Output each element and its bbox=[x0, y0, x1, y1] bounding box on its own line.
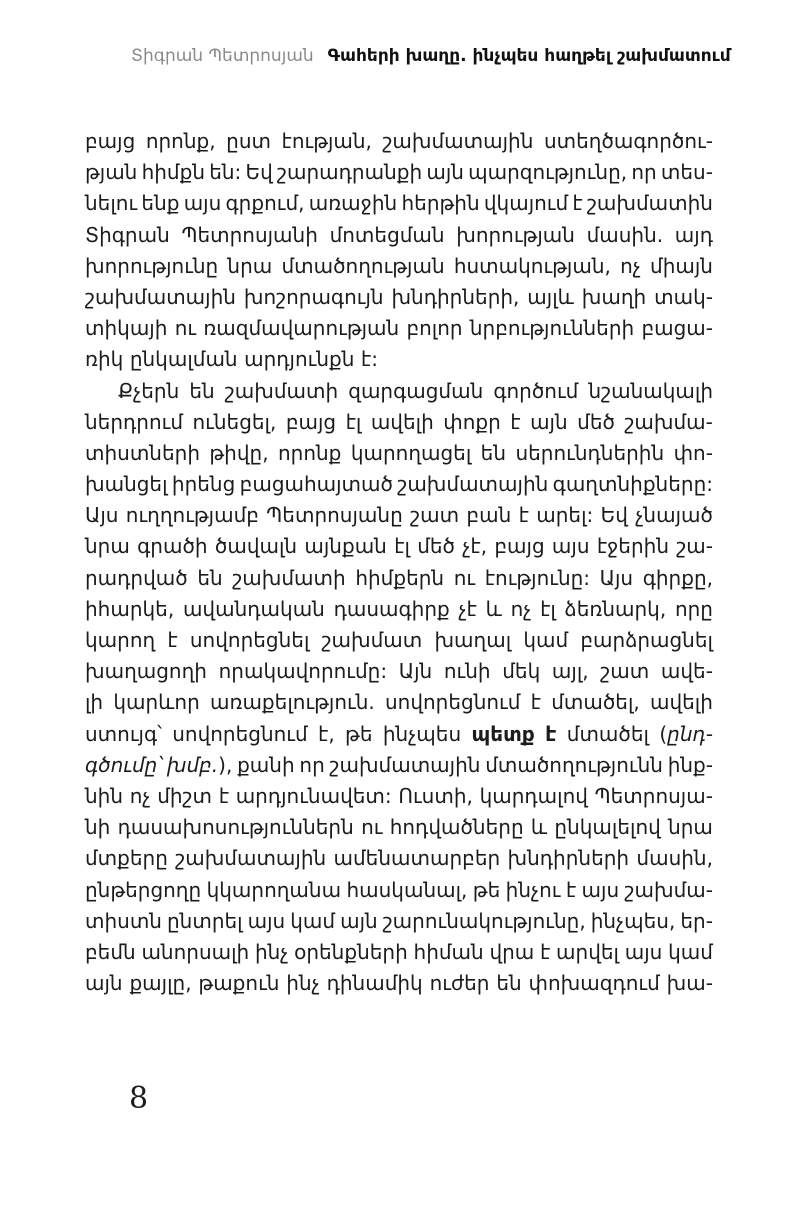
word: կամ bbox=[523, 628, 569, 652]
word: սերունդներին bbox=[515, 440, 665, 465]
text-line bbox=[85, 251, 713, 282]
word: այն bbox=[85, 971, 123, 996]
word: անորսալի bbox=[141, 939, 250, 964]
word: շարունակությունը, bbox=[382, 908, 586, 933]
word: տես- bbox=[660, 160, 713, 185]
word: բոլոր bbox=[406, 316, 463, 341]
word: քանի bbox=[237, 752, 295, 777]
word: շատ bbox=[600, 659, 650, 684]
word: է bbox=[545, 721, 557, 746]
word: էլ bbox=[540, 596, 556, 621]
word: խմբ.), bbox=[166, 752, 233, 777]
word: նրա bbox=[227, 253, 273, 278]
word: սովորեցնել bbox=[189, 628, 310, 652]
word: փոքր bbox=[443, 409, 501, 434]
word: շախմատային bbox=[382, 129, 534, 153]
word: այս bbox=[581, 877, 620, 902]
word: ընթերցողը bbox=[85, 877, 202, 902]
word: շախմա- bbox=[624, 877, 713, 902]
word: Պետրոսյանի bbox=[181, 222, 318, 247]
word: ոչ bbox=[510, 596, 532, 621]
text-line bbox=[85, 812, 713, 843]
word: հիմքերն bbox=[355, 565, 445, 590]
word: տիստների bbox=[85, 440, 200, 465]
word: շախմատային bbox=[175, 846, 327, 871]
word: շախմատային bbox=[329, 752, 481, 777]
word: ստեղծագործու- bbox=[543, 129, 713, 153]
word: ու bbox=[453, 565, 476, 590]
text-line bbox=[85, 344, 713, 375]
word: իրենց bbox=[171, 472, 236, 497]
word: Պետրոսյա- bbox=[594, 783, 713, 808]
word: հասկանալ, bbox=[346, 877, 468, 902]
word: կամ bbox=[668, 939, 713, 964]
word: բան bbox=[466, 503, 512, 528]
word: է bbox=[530, 690, 541, 715]
word: ինչու bbox=[505, 877, 561, 902]
word: ըստ bbox=[226, 129, 271, 153]
word: է bbox=[572, 191, 583, 216]
word: խնդիրների, bbox=[391, 284, 520, 309]
word: Այն bbox=[398, 659, 433, 684]
word: և bbox=[485, 596, 502, 621]
word: չնայած bbox=[635, 503, 713, 528]
text-line bbox=[85, 376, 713, 407]
word: նելու bbox=[85, 191, 138, 216]
text-line bbox=[85, 282, 713, 313]
word: թե bbox=[345, 721, 373, 746]
text-line bbox=[85, 719, 713, 750]
word: խոշորագույն bbox=[243, 284, 384, 309]
word: այս bbox=[183, 191, 222, 216]
word: փո- bbox=[673, 440, 713, 465]
text-line bbox=[85, 188, 713, 219]
word: տիկայի bbox=[85, 316, 168, 341]
word: բացա- bbox=[641, 316, 713, 341]
text-line bbox=[85, 968, 713, 999]
word: կարդալով bbox=[479, 783, 588, 808]
word: վկայում bbox=[483, 191, 569, 216]
word: ինչպես, bbox=[590, 908, 676, 933]
word: մտածողության bbox=[281, 253, 445, 278]
word: ներդրում bbox=[85, 409, 184, 434]
word: Ուստի, bbox=[398, 783, 473, 808]
word: այս bbox=[624, 939, 663, 964]
word: ընկալելով bbox=[554, 815, 661, 840]
word: է bbox=[218, 783, 229, 808]
word: շախմատ bbox=[321, 628, 423, 652]
text-line bbox=[85, 157, 713, 188]
word: արդյունավետ: bbox=[235, 783, 392, 808]
word: արել: bbox=[536, 503, 594, 528]
word: ավելի bbox=[649, 690, 713, 715]
word: որոնք bbox=[277, 440, 342, 465]
word: մտածել bbox=[566, 721, 649, 746]
word: չէ, bbox=[462, 534, 488, 559]
text-line bbox=[85, 220, 713, 251]
word: ունեցել, bbox=[192, 409, 277, 434]
page-number: 8 bbox=[129, 1081, 149, 1116]
text-line bbox=[85, 656, 713, 687]
word: են bbox=[480, 440, 507, 465]
word: հստակության, bbox=[453, 253, 611, 278]
word: մեծ bbox=[577, 409, 615, 434]
word: ոչ bbox=[620, 253, 641, 278]
word: է bbox=[540, 939, 551, 964]
word: որ bbox=[631, 160, 657, 185]
word: ծավալն bbox=[214, 534, 298, 559]
word: ավանդական bbox=[182, 596, 325, 621]
word: դինամիկ bbox=[326, 971, 423, 996]
word: է: bbox=[360, 347, 378, 372]
word: մեկ bbox=[502, 659, 541, 684]
word: այն bbox=[530, 409, 568, 434]
word: են bbox=[197, 565, 223, 590]
word: այս bbox=[247, 908, 286, 933]
word: միայն bbox=[650, 253, 713, 278]
word: խաղի bbox=[581, 284, 647, 309]
text-line bbox=[85, 875, 713, 906]
text-line bbox=[85, 500, 713, 531]
word: նրա bbox=[668, 815, 713, 840]
word: ուժեր bbox=[429, 971, 490, 996]
word: շախմա- bbox=[624, 409, 713, 434]
text-line bbox=[85, 313, 713, 344]
word: մտածողությունն bbox=[485, 752, 663, 777]
word: բարձրացնել bbox=[580, 628, 713, 652]
word: նին bbox=[85, 783, 124, 808]
word: էության, bbox=[281, 129, 372, 153]
word: հիման bbox=[413, 939, 484, 964]
word: ռիկ bbox=[85, 347, 124, 372]
text-line bbox=[85, 531, 713, 562]
word: ուղղությամբ bbox=[125, 503, 259, 528]
word: շախմատի bbox=[232, 565, 346, 590]
word: որոնք, bbox=[145, 129, 216, 153]
header-book-title: Գահերի խաղը. ինչպես հաղթել շախմատում bbox=[327, 46, 731, 66]
word: շախմատի bbox=[224, 378, 339, 403]
word: գիրքը, bbox=[642, 565, 713, 590]
word: րադրված bbox=[85, 565, 188, 590]
word: են: bbox=[209, 160, 242, 185]
word: հերթին bbox=[401, 191, 480, 216]
word: լի bbox=[85, 690, 104, 715]
word: գծումը՝ bbox=[85, 752, 163, 777]
word: խորությունը bbox=[85, 253, 219, 278]
word: խաղացողի bbox=[85, 659, 207, 684]
running-header bbox=[131, 44, 731, 68]
word: այլև bbox=[527, 284, 574, 309]
word: բեմն bbox=[85, 939, 136, 964]
word: Քչերն bbox=[118, 378, 180, 403]
word: պետք bbox=[471, 721, 535, 746]
word: ոչ bbox=[129, 783, 151, 808]
word: որ bbox=[299, 752, 325, 777]
text-line bbox=[85, 750, 713, 781]
word: այնքան bbox=[304, 534, 387, 559]
text-line bbox=[85, 563, 713, 594]
word: ավե- bbox=[660, 659, 713, 684]
word: վրա bbox=[489, 939, 535, 964]
word: նշանակալի bbox=[588, 378, 713, 403]
word: բայց bbox=[85, 129, 136, 153]
word: ընկալման bbox=[129, 347, 238, 372]
word: այս bbox=[551, 534, 590, 559]
word: շատ bbox=[410, 503, 460, 528]
header-author: Տիգրան Պետրոսյան bbox=[131, 46, 314, 66]
word: շախմատային bbox=[397, 472, 549, 497]
word: ամենատարբեր bbox=[333, 846, 501, 871]
word: արդյունքն bbox=[244, 347, 355, 372]
word: հիմքն bbox=[141, 160, 205, 185]
word: սովորեցնում bbox=[172, 721, 308, 746]
word: սովորեցնում bbox=[384, 690, 521, 715]
word: այն bbox=[340, 908, 378, 933]
word: իհարկե, bbox=[85, 596, 175, 621]
word: բայց bbox=[285, 409, 337, 434]
word: առաջին bbox=[308, 191, 398, 216]
word: ինչ bbox=[254, 939, 289, 964]
word: որակավորումը: bbox=[218, 659, 388, 684]
word: կարող bbox=[85, 628, 156, 652]
word: գործում bbox=[493, 378, 579, 403]
word: նրբությունների bbox=[469, 316, 635, 341]
word: է bbox=[510, 409, 521, 434]
word: մտքերը bbox=[85, 846, 168, 871]
word: գրքում, bbox=[225, 191, 305, 216]
word: տիստն bbox=[85, 908, 162, 933]
word: տակ- bbox=[654, 284, 713, 309]
text-line bbox=[85, 469, 713, 500]
word: ենք bbox=[141, 191, 180, 216]
word: կամ bbox=[290, 908, 336, 933]
word: ու bbox=[174, 316, 197, 341]
word: դասախոսություններն bbox=[117, 815, 354, 840]
word: այլ, bbox=[551, 659, 589, 684]
word: է, bbox=[318, 721, 335, 746]
word: Պետրոսյանը bbox=[266, 503, 403, 528]
word: քայլը, bbox=[129, 971, 192, 996]
word: գաղտնիքները: bbox=[552, 472, 713, 497]
word: խաղալ bbox=[434, 628, 512, 652]
word: թյան bbox=[85, 160, 138, 185]
word: նրա bbox=[85, 534, 130, 559]
word: են bbox=[189, 378, 215, 403]
word: ինք- bbox=[667, 752, 713, 777]
word: շախմատային bbox=[85, 284, 236, 309]
word: Եվ bbox=[245, 160, 273, 185]
word: թաքուն bbox=[198, 971, 280, 996]
word: (ընդ- bbox=[659, 721, 713, 746]
word: մտածել, bbox=[551, 690, 640, 715]
text-line bbox=[85, 625, 713, 656]
word: ունի bbox=[443, 659, 491, 684]
text-line bbox=[85, 126, 713, 157]
word: առաքելություն. bbox=[210, 690, 375, 715]
word: էջերին bbox=[596, 534, 670, 559]
word: որը bbox=[674, 596, 713, 621]
word: էլ bbox=[345, 409, 362, 434]
word: Այս bbox=[85, 503, 119, 528]
word: Այս bbox=[599, 565, 634, 590]
word: է bbox=[167, 628, 178, 652]
text-line bbox=[85, 843, 713, 874]
word: մասին. bbox=[586, 222, 664, 247]
word: Տիգրան bbox=[85, 222, 170, 247]
word: զարգացման bbox=[348, 378, 484, 403]
text-line bbox=[85, 781, 713, 812]
word: եր- bbox=[680, 908, 713, 933]
word: էությունը: bbox=[484, 565, 591, 590]
word: խորության bbox=[456, 222, 575, 247]
word: հոդվածները bbox=[389, 815, 524, 840]
text-line bbox=[85, 906, 713, 937]
text-line bbox=[85, 594, 713, 625]
word: բացահայտած bbox=[239, 472, 393, 497]
word: այն bbox=[426, 160, 464, 185]
word: միշտ bbox=[157, 783, 212, 808]
word: ընտրել bbox=[167, 908, 243, 933]
word: մեծ bbox=[417, 534, 456, 559]
word: արվել bbox=[556, 939, 619, 964]
word: շա- bbox=[676, 534, 713, 559]
word: այդ bbox=[674, 222, 713, 247]
body-text bbox=[85, 126, 713, 999]
word: ինչ bbox=[286, 971, 320, 996]
text-line bbox=[85, 438, 713, 469]
word: օրենքների bbox=[294, 939, 408, 964]
word: մասին, bbox=[636, 846, 713, 871]
word: գրածի bbox=[137, 534, 208, 559]
text-line bbox=[85, 687, 713, 718]
word: չէ bbox=[458, 596, 477, 621]
word: ռազմավարության bbox=[203, 316, 400, 341]
word: ձեռնարկ, bbox=[564, 596, 667, 621]
word: խա- bbox=[666, 971, 713, 996]
word: պարզությունը, bbox=[468, 160, 628, 185]
word: դասագիրք bbox=[333, 596, 450, 621]
word: շարադրանքի bbox=[277, 160, 423, 185]
word: ինչպես bbox=[382, 721, 462, 746]
word: է bbox=[565, 877, 577, 902]
word: նի bbox=[85, 815, 111, 840]
text-line bbox=[85, 937, 713, 968]
word: և bbox=[530, 815, 548, 840]
word: ստույգ՝ bbox=[85, 721, 162, 746]
word: թե bbox=[472, 877, 501, 902]
word: Եվ bbox=[600, 503, 628, 528]
word: կարողացել bbox=[350, 440, 472, 465]
word: է bbox=[518, 503, 529, 528]
word: կարևոր bbox=[113, 690, 200, 715]
word: շախմատին bbox=[586, 191, 713, 216]
word: խնդիրների bbox=[507, 846, 630, 871]
word: ավելի bbox=[370, 409, 434, 434]
word: խանցել bbox=[85, 472, 168, 497]
word: փոխազդում bbox=[528, 971, 660, 996]
word: կկարողանա bbox=[206, 877, 342, 902]
word: են bbox=[496, 971, 522, 996]
word: ու bbox=[361, 815, 383, 840]
word: էլ bbox=[394, 534, 410, 559]
text-line bbox=[85, 407, 713, 438]
word: թիվը, bbox=[209, 440, 269, 465]
word: բայց bbox=[494, 534, 545, 559]
word: մոտեցման bbox=[329, 222, 445, 247]
